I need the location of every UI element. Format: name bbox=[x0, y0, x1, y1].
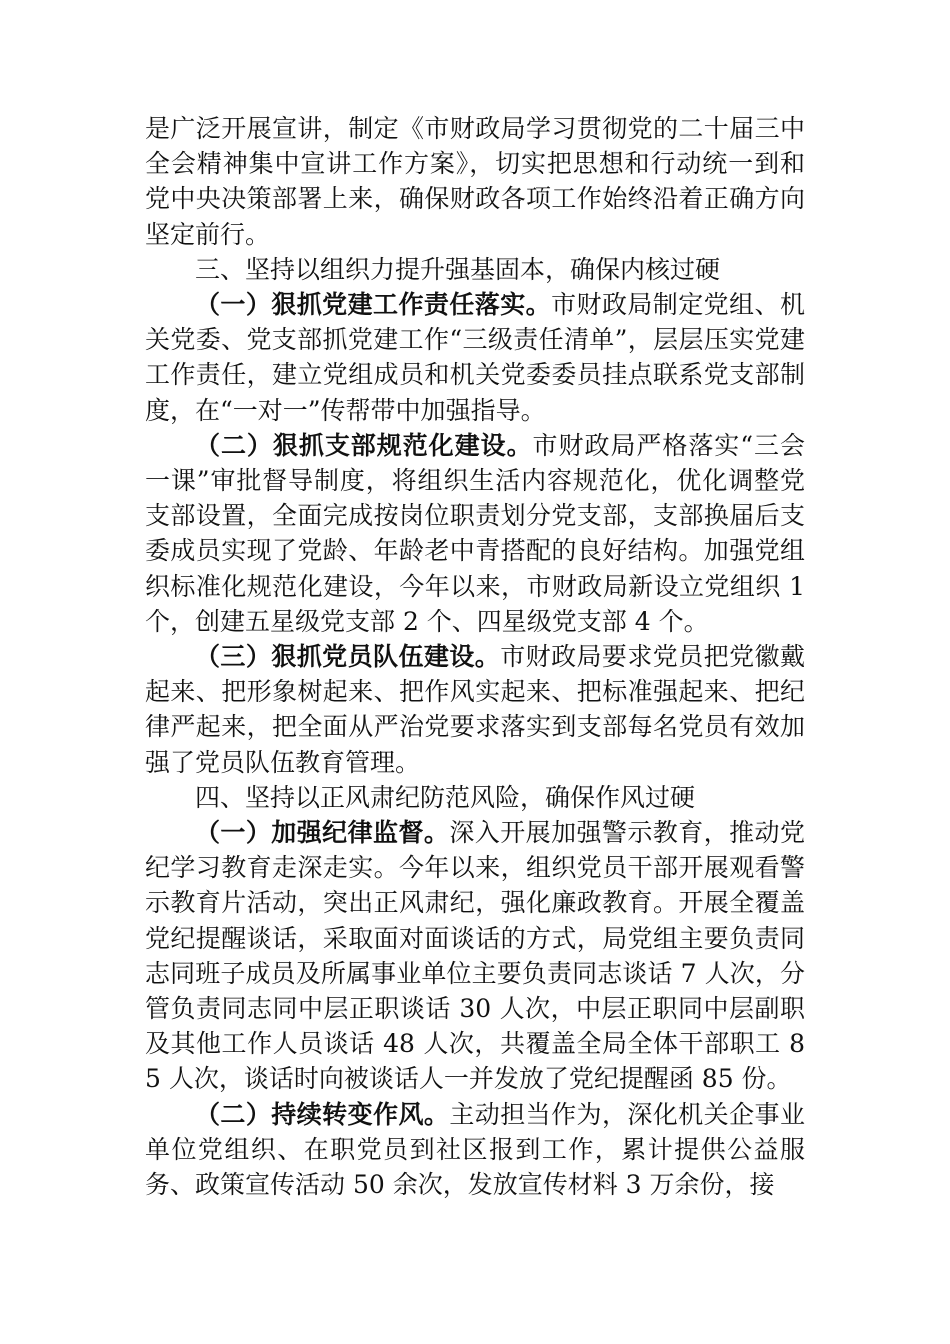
document-page bbox=[145, 111, 805, 1202]
section-3-item-3-body: 市财政局要求党员把党徽戴起来、把形象树起来、把作风实起来、把标准强起来、把纪律严起来，把全面从严治党要求落实到支部每名党员有效加强了党员队伍教育管理。 bbox=[145, 642, 805, 777]
section-4-item-2-lead: （二）持续转变作风。 bbox=[195, 1099, 450, 1129]
section-3-item-1-lead: （一）狠抓党建工作责任落实。 bbox=[195, 290, 552, 320]
section-4-item-1 bbox=[145, 815, 805, 1097]
section-4-item-1-lead: （一）加强纪律监督。 bbox=[195, 818, 450, 848]
intro-paragraph: 是广泛开展宣讲，制定《市财政局学习贯彻党的二十届三中全会精神集中宣讲工作方案》，切实把思想和行动统一到和党中央决策部署上来，确保财政各项工作始终沿着正确方向坚定前行。 bbox=[145, 114, 805, 249]
section-3-item-3-lead: （三）狠抓党员队伍建设。 bbox=[195, 642, 501, 672]
section-4-heading: 四、坚持以正风肃纪防范风险，确保作风过硬 bbox=[195, 782, 696, 812]
section-3-item-3 bbox=[145, 639, 805, 780]
section-3-item-2 bbox=[145, 428, 805, 639]
section-3-heading: 三、坚持以组织力提升强基固本，确保内核过硬 bbox=[195, 254, 721, 284]
section-3-item-1-body: 市财政局制定党组、机关党委、党支部抓党建工作“三级责任清单”，层层压实党建工作责任，建立党组成员和机关党委委员挂点联系党支部制度，在“一对一”传帮带中加强指导。 bbox=[145, 290, 805, 425]
section-3-item-2-body: 市财政局严格落实“三会一课”审批督导制度，将组织生活内容规范化，优化调整党支部设置，全面完成按岗位职责划分党支部，支部换届后支委成员实现了党龄、年龄老中青搭配的良好结构。加强党组织标准化规范化建设，今年以来，市财政局新设立党组织 1 个，创建五星级党支部 2 个、四星级党支部 4 个。 bbox=[145, 430, 805, 636]
section-3-item-1 bbox=[145, 287, 805, 428]
section-4-item-2 bbox=[145, 1097, 805, 1203]
section-3-item-2-lead: （二）狠抓支部规范化建设。 bbox=[195, 430, 533, 460]
section-4-item-1-body: 深入开展加强警示教育，推动党纪学习教育走深走实。今年以来，组织党员干部开展观看警示教育片活动，突出正风肃纪，强化廉政教育。开展全覆盖党纪提醒谈话，采取面对面谈话的方式，局党组主要负责同志同班子成员及所属事业单位主要负责同志谈话 7 人次，分管负责同志同中层正职谈话 30 人次，中层正职同中层副职及其他工作人员谈话 48 人次，共覆盖全局全体干部职工 85 人次，谈话时向被谈话人一并发放了党纪提醒函 85 份。 bbox=[145, 818, 805, 1094]
section-4-item-2-body: 主动担当作为，深化机关企事业单位党组织、在职党员到社区报到工作，累计提供公益服务、政策宣传活动 50 余次，发放宣传材料 3 万余份，接 bbox=[145, 1099, 805, 1200]
